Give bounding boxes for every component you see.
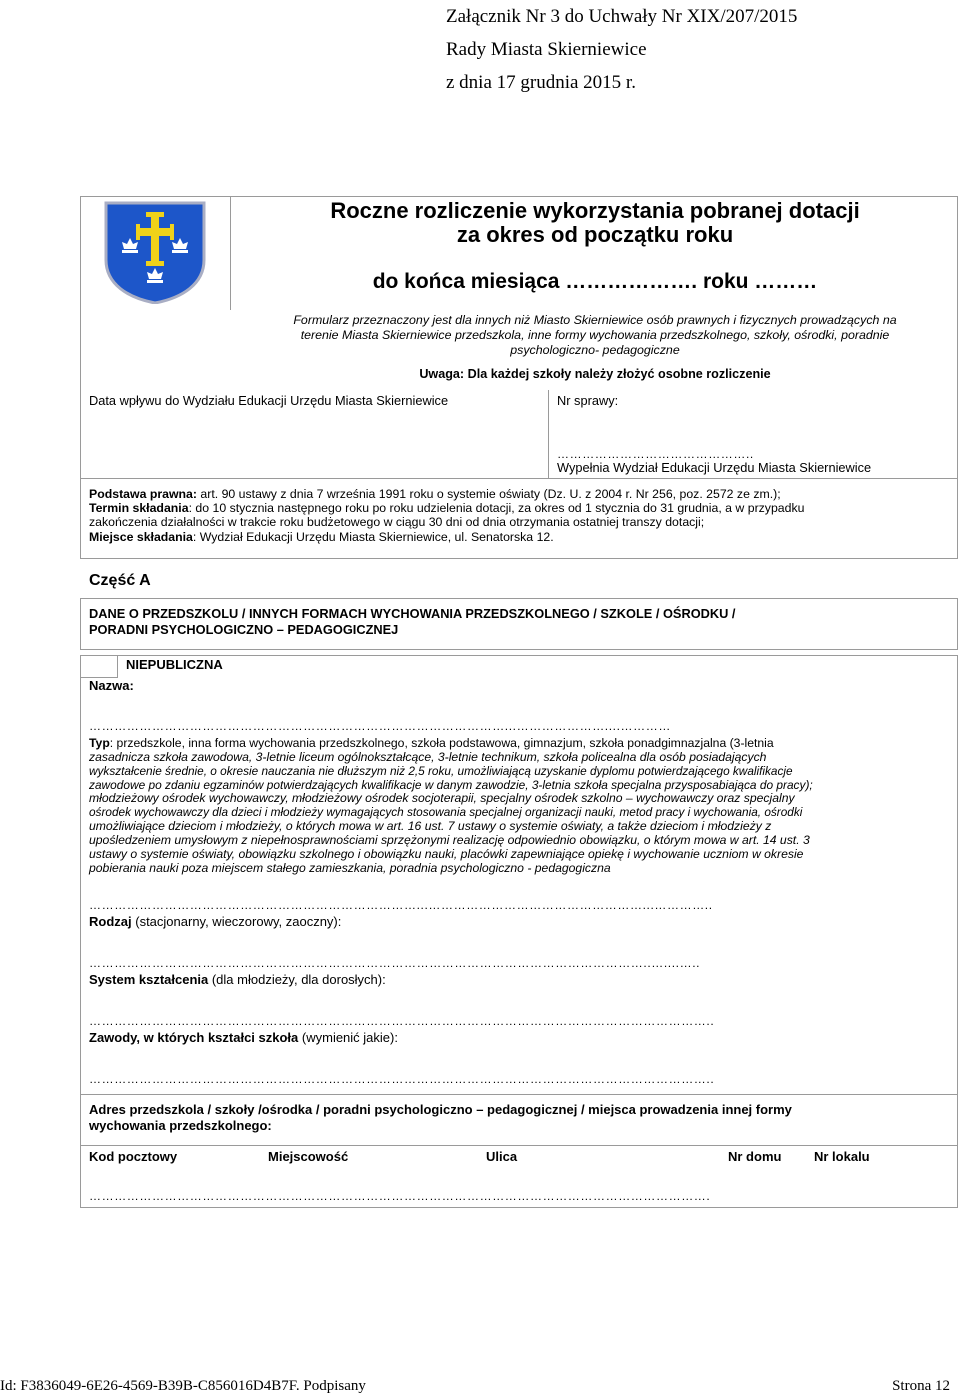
addr-col-street: Ulica bbox=[486, 1149, 518, 1164]
type-text-5: ośrodek wychowawczy dla dzieci i młodzieży wymagających stosowania specjalnej organizacji nauki, metod pracy i wychowania, ośrodki bbox=[89, 805, 803, 820]
case-number-field[interactable]: ……………………………………….. bbox=[557, 447, 754, 461]
system-row bbox=[89, 972, 386, 987]
part-a-heading: Część A bbox=[89, 572, 151, 589]
type-text-3: zawodowe po zdaniu egzaminów potwierdzających kwalifikacje w danym zawodzie, 3-letnia szkoła specjalna przysposabiająca do pracy); bbox=[89, 777, 813, 792]
address-heading bbox=[89, 1102, 792, 1133]
header-line-1: Załącznik Nr 3 do Uchwały Nr XIX/207/2015 bbox=[446, 6, 798, 27]
attachment-header bbox=[446, 0, 797, 99]
type-text-9: pobierania nauki poza miejscem stałego zamieszkania, poradnia psychologiczno - pedagogiczna bbox=[89, 860, 611, 875]
coat-of-arms-logo bbox=[100, 200, 210, 304]
type-text-0: : przedszkole, inna forma wychowania przedszkolnego, szkoła podstawowa, gimnazjum, szkoła ponadgimnazjalna (3-letnia bbox=[109, 736, 774, 750]
system-text: (dla młodzieży, dla dorosłych): bbox=[208, 972, 386, 987]
address-divider-2 bbox=[80, 1145, 958, 1146]
desc-line-2: terenie Miasta Skierniewice przedszkola, inne formy wychowania przedszkolnego, szkoły, ośrodki, poradnie bbox=[300, 328, 890, 342]
jobs-label: Zawody, w których kształci szkoła bbox=[89, 1030, 299, 1045]
checkbox-divider bbox=[117, 655, 118, 677]
form-description bbox=[232, 313, 958, 358]
type-line-1 bbox=[89, 737, 951, 751]
type-label: Typ bbox=[89, 736, 110, 750]
section-title bbox=[89, 606, 736, 638]
legal-basis-text: art. 90 ustawy z dnia 7 września 1991 roku o systemie oświaty (Dz. U. z 2004 r. Nr 256, poz. 2572 ze zm.); bbox=[196, 487, 781, 501]
type-text-8: ustawy o systemie oświaty, obowiązku szkolnego i obowiązku nauki, placówki zapewniające opiekę i wychowanie uczniom w okresie bbox=[89, 846, 804, 861]
form-title-line-3: do końca miesiąca ………………. roku ……… bbox=[372, 270, 818, 293]
addr-col-city: Miejscowość bbox=[268, 1149, 349, 1164]
jobs-row bbox=[89, 1030, 398, 1045]
legal-place bbox=[89, 530, 955, 544]
name-label: Nazwa: bbox=[89, 678, 134, 693]
case-divider bbox=[548, 390, 549, 478]
address-heading-line-2: wychowania przedszkolnego: bbox=[89, 1117, 272, 1133]
legal-deadline bbox=[89, 501, 955, 515]
kind-field[interactable]: ……………………………………………………………………………………………………………………..…....….. bbox=[89, 956, 701, 970]
address-field[interactable]: …………………………………………………………………………………………………………………………………. bbox=[89, 1189, 711, 1203]
legal-divider bbox=[80, 478, 958, 479]
jobs-field[interactable]: ………………………………………………………………………………………………………………………………….. bbox=[89, 1072, 715, 1086]
legal-deadline-text: : do 10 stycznia następnego roku po roku udzielenia dotacji, za okres od 1 stycznia do 31 grudnia, a w przypadku bbox=[188, 501, 805, 516]
legal-place-text: : Wydział Edukacji Urzędu Miasta Skierniewice, ul. Senatorska 12. bbox=[192, 529, 554, 544]
legal-deadline-cont: zakończenia działalności w trakcie roku budżetowego w ciągu 30 dni od dnia otrzymania ostatniej transzy dotacji; bbox=[89, 515, 705, 530]
page-number: Strona 12 bbox=[892, 1378, 950, 1394]
case-note: Wypełnia Wydział Edukacji Urzędu Miasta Skierniewice bbox=[557, 460, 872, 475]
type-text-6: umożliwiające dzieciom i młodzieży, o których mowa w art. 16 ust. 7 ustawy o systemie oświaty, a także dzieciom i młodzieży z bbox=[89, 819, 772, 834]
non-public-label: NIEPUBLICZNA bbox=[126, 657, 223, 672]
type-text-7: upośledzeniem umysłowym z niepełnosprawnościami sprzężonymi realizację odpowiednio obowiązku, o którym mowa w art. 14 ust. 3 bbox=[89, 832, 810, 847]
type-field[interactable]: ……………………………………………………………………...……………………………………………...………….. bbox=[89, 898, 713, 912]
legal-basis-label: Podstawa prawna: bbox=[89, 487, 197, 501]
address-heading-line-1: Adres przedszkola / szkoły /ośrodka / poradni psychologiczno – pedagogicznej / miejsca prowadzenia innej formy bbox=[89, 1102, 792, 1117]
type-text-4: młodzieżowy ośrodek wychowawczy, młodzieżowy ośrodek socjoterapii, specjalny ośrodek szkolno – wychowawczy oraz specjalny bbox=[89, 791, 795, 806]
legal-basis bbox=[89, 487, 955, 501]
addr-col-flat: Nr lokalu bbox=[814, 1149, 870, 1164]
section-title-line-2: PORADNI PSYCHOLOGICZNO – PEDAGOGICZNEJ bbox=[89, 622, 399, 637]
legal-info bbox=[89, 487, 955, 544]
type-text-2: wykształcenie średnie, o okresie nauczania nie dłuższym niż 2,5 roku, umożliwiającą uzyskanie dyplomu potwierdzającego kwalifikacje bbox=[89, 763, 793, 778]
type-section bbox=[89, 737, 951, 875]
name-field[interactable]: ………………………………………………………………………………………...…………………....………… bbox=[89, 719, 671, 733]
section-title-line-1: DANE O PRZEDSZKOLU / INNYCH FORMACH WYCHOWANIA PRZEDSZKOLNEGO / SZKOLE / OŚRODKU / bbox=[89, 606, 736, 621]
desc-line-1: Formularz przeznaczony jest dla innych niż Miasto Skierniewice osób prawnych i fizycznych prowadzących na bbox=[293, 313, 897, 327]
kind-row bbox=[89, 914, 341, 929]
legal-deadline-label: Termin składania bbox=[89, 501, 189, 516]
kind-label: Rodzaj bbox=[89, 914, 132, 929]
header-line-3: z dnia 17 grudnia 2015 r. bbox=[446, 72, 636, 93]
addr-col-postal: Kod pocztowy bbox=[89, 1149, 178, 1164]
document-id: Id: F3836049-6E26-4569-B39B-C856016D4B7F. Podpisany bbox=[0, 1378, 366, 1394]
receipt-date-label: Data wpływu do Wydziału Edukacji Urzędu Miasta Skierniewice bbox=[89, 393, 449, 408]
kind-text: (stacjonarny, wieczorowy, zaoczny): bbox=[131, 914, 342, 929]
header-line-2: Rady Miasta Skierniewice bbox=[446, 39, 647, 60]
address-divider bbox=[80, 1094, 958, 1095]
form-title-line-2: za okres od początku roku bbox=[456, 222, 734, 247]
system-field[interactable]: ………………………………………………………………………………………………………………………………….. bbox=[89, 1014, 715, 1028]
case-number-label: Nr sprawy: bbox=[557, 393, 619, 408]
desc-line-3: psychologiczno- pedagogiczne bbox=[510, 343, 680, 357]
notice-text: Uwaga: Dla każdej szkoły należy złożyć osobne rozliczenie bbox=[419, 367, 771, 381]
addr-col-house: Nr domu bbox=[728, 1149, 782, 1164]
system-label: System kształcenia bbox=[89, 972, 209, 987]
form-title-line-1: Roczne rozliczenie wykorzystania pobranej dotacji bbox=[330, 198, 860, 223]
legal-place-label: Miejsce składania bbox=[89, 529, 193, 544]
type-text-1: zasadnicza szkoła zawodowa, 3-letnie liceum ogólnokształcące, 3-letnie technikum, szkoła policealna dla osób posiadających bbox=[89, 749, 767, 764]
jobs-text: (wymienić jakie): bbox=[298, 1030, 398, 1045]
logo-divider bbox=[230, 196, 231, 310]
